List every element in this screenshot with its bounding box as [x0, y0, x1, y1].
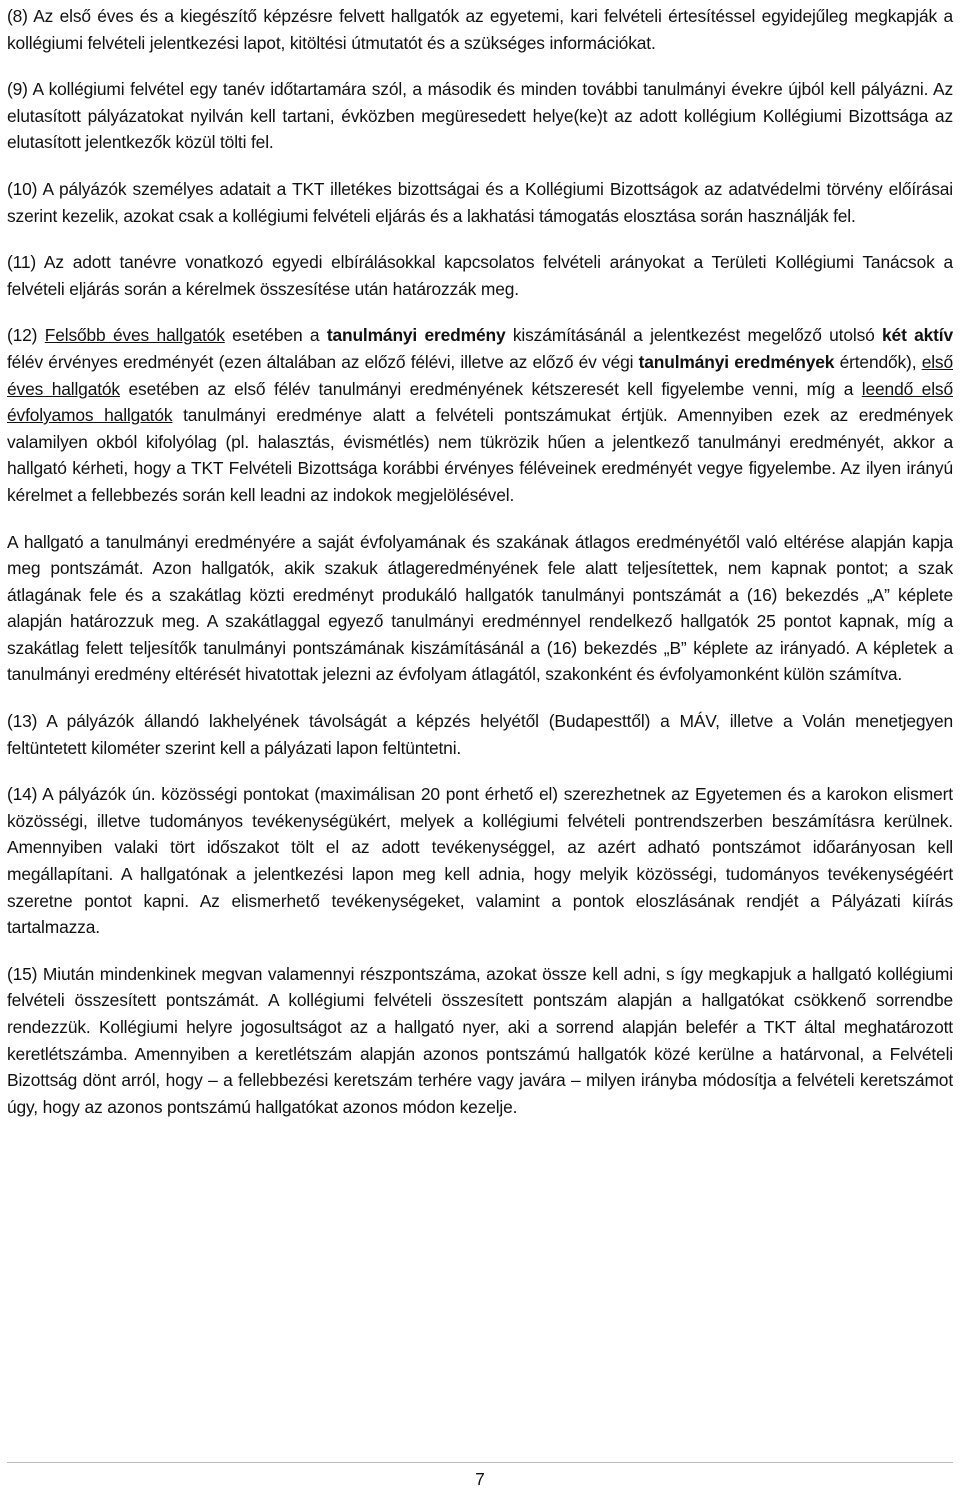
p12-underlined-future-first-year: leendő első évfolyamos hallgatók: [7, 378, 953, 426]
p12-bold-academic-results: tanulmányi eredmények: [638, 351, 835, 372]
p12-text: értendők),: [834, 351, 922, 372]
paragraph-12: [7, 322, 953, 508]
paragraph-11: (11) Az adott tanévre vonatkozó egyedi elbírálásokkal kapcsolatos felvételi arányokat a Területi Kollégiumi Tanácsok a felvételi eljárás során a kérelmek összesítése után határozzák meg.: [7, 252, 953, 299]
paragraph-9: [7, 76, 953, 156]
page-number: 7: [475, 1469, 485, 1489]
paragraph-13: (13) A pályázók állandó lakhelyének távolságát a képzés helyétől (Budapesttől) a MÁV, illetve a Volán menetjegyen feltüntetett kilométer szerint kell a pályázati lapon feltüntetni.: [7, 711, 953, 758]
p12-text: esetében a: [224, 325, 327, 346]
p12-text: félév érvényes eredményét (ezen általában az előző félévi, illetve az előző év végi: [7, 351, 639, 372]
paragraph-14: (14) A pályázók ún. közösségi pontokat (maximálisan 20 pont érhető el) szerezhetnek az Egyetemen és a karokon elismert közösségi, illetve tudományos tevékenységükért, melyek a kollégiumi felvételi pontrendszerben beszámításra kerülnek. Amennyiben valaki tört időszakot tölt el az adott tevékenységgel, az azért adható pontszámot időarányosan kell megállapítani. A hallgatónak a jelentkezési lapon meg kell adnia, hogy melyik közösségi, tudományos tevékenységéért szeretne pontot kapni. Az elismerhető tevékenységeket, valamint a pontok eloszlásának rendjét a Pályázati kiírás tartalmazza.: [7, 784, 953, 938]
p12-underlined-first-year-students: első éves hallgatók: [7, 351, 953, 399]
paragraph-12-continued: A hallgató a tanulmányi eredményére a saját évfolyamának és szakának átlagos eredményétől való eltérése alapján kapja meg pontszámát. Azon hallgatók, akik szakuk átlageredményének fele alatt teljesítettek, nem kapnak pontot; a szak átlagának fele és a szakátlag közti eredményt produkáló hallgatók tanulmányi pontszámát a (16) bekezdés „A” képlete alapján határozzuk meg. A szakátlaggal egyező tanulmányi eredménnyel rendelkező hallgatók 25 pontot kapnak, míg a szakátlag felett teljesítők tanulmányi pontszámának kiszámításánál a (16) bekezdés „B” képlete az irányadó. A képletek a tanulmányi eredmény eltérését hivatottak jelezni az évfolyam átlagától, szakonként és évfolyamonként külön számítva.: [7, 531, 953, 685]
paragraph-15: (15) Miután mindenkinek megvan valamennyi részpontszáma, azokat össze kell adni, s így megkapjuk a hallgató kollégiumi felvételi összesített pontszámát. A kollégiumi felvételi összesített pontszám alapján a hallgatókat csökkenő sorrendbe rendezzük. Kollégiumi helyre jogosultságot az a hallgató nyer, aki a sorrend alapján belefér a TKT által meghatározott keretlétszámba. Amennyiben a keretlétszám alapján azonos pontszámú hallgatók közé kerülne a határvonal, a Felvételi Bizottság dönt arról, hogy – a fellebbezési keretszám terhére vagy javára – milyen irányba módosítja a felvételi keretszámot úgy, hogy az azonos pontszámú hallgatókat azonos módon kezelje.: [7, 963, 953, 1117]
p12-text: (12): [7, 325, 45, 346]
paragraph-9-second-sentence: Az elutasított pályázatokat nyilván kell tartani, évközben megüresedett helye(ke)t az adott kollégium Kollégiumi Bizottsága az elutasított jelentkezők közül tölti fel.: [7, 79, 953, 153]
p12-text: esetében az első félév tanulmányi eredményének kétszeresét kell figyelembe venni, míg a: [119, 378, 862, 399]
paragraph-9-first-sentence: (9) A kollégiumi felvétel egy tanév időtartamára szól, a második és minden további tanulmányi évekre újból kell pályázni.: [7, 79, 929, 100]
p12-bold-two-active: két aktív: [882, 325, 953, 346]
footer-divider: [7, 1462, 953, 1463]
paragraph-8: (8) Az első éves és a kiegészítő képzésre felvett hallgatók az egyetemi, kari felvételi értesítéssel egyidejűleg megkapják a kollégiumi felvételi jelentkezési lapot, kitöltési útmutatót és a szükséges információkat.: [7, 6, 953, 53]
p12-underlined-upper-year-students: Felsőbb éves hallgatók: [44, 325, 225, 346]
p12-bold-academic-result: tanulmányi eredmény: [326, 325, 506, 346]
paragraph-10: (10) A pályázók személyes adatait a TKT illetékes bizottságai és a Kollégiumi Bizottságok az adatvédelmi törvény előírásai szerint kezelik, azokat csak a kollégiumi felvételi eljárás és a lakhatási támogatás elosztása során használják fel.: [7, 178, 953, 226]
p12-text: tanulmányi eredménye alatt a felvételi pontszámukat értjük. Amennyiben ezek az eredmények valamilyen okból kifolyólag (pl. halasztás, évismétlés) nem tükrözik hűen a jelentkező tanulmányi eredményét, akkor a hallgató kérheti, hogy a TKT Felvételi Bizottsága korábbi érvényes féléveinek eredményét vegye figyelembe. Az ilyen irányú kérelmet a fellebbezés során kell leadni az indokok megjelölésével.: [7, 405, 953, 505]
document-page: [7, 3, 953, 1120]
p12-text: kiszámításánál a jelentkezést megelőző utolsó: [505, 325, 883, 346]
